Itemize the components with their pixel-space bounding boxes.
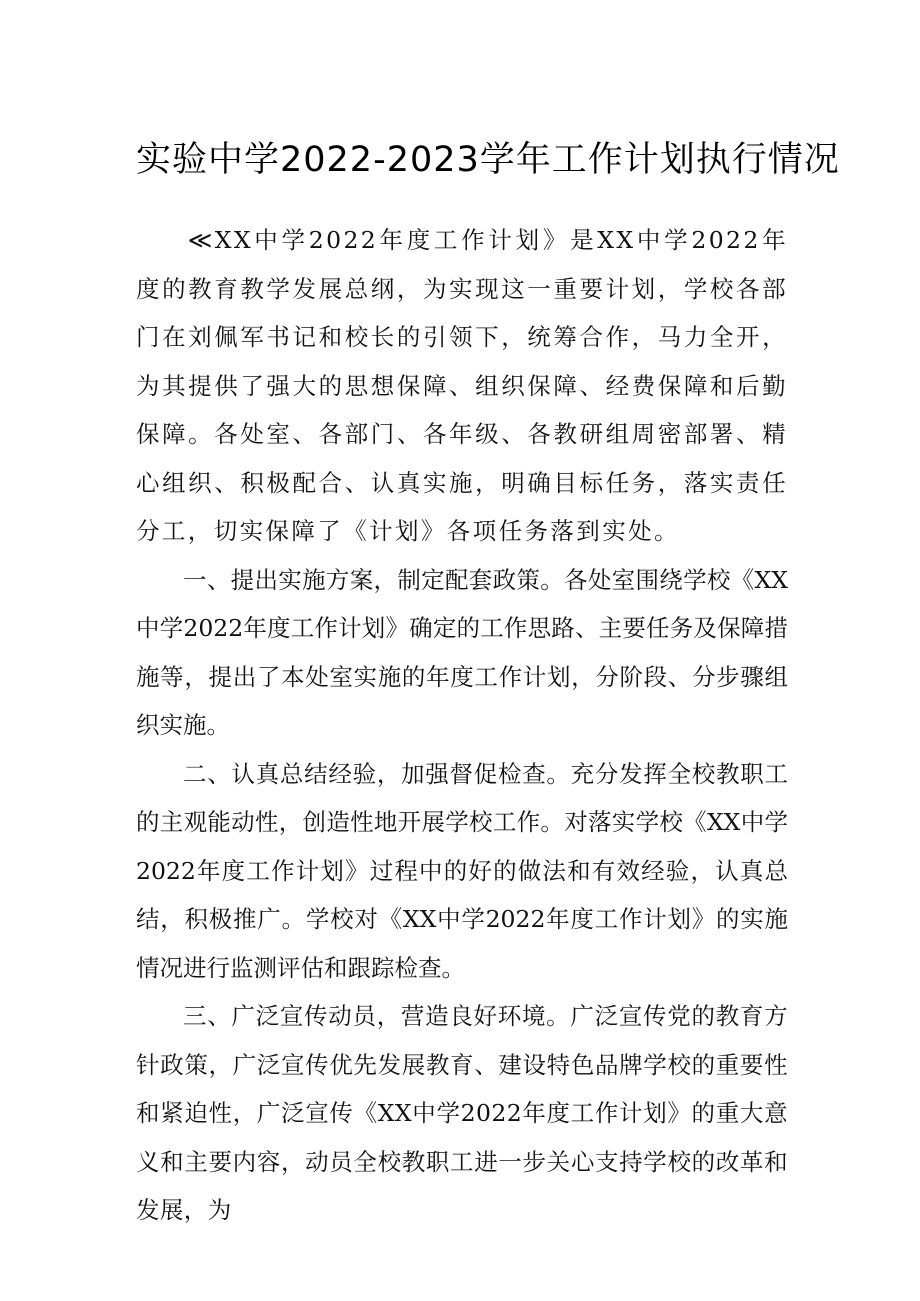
paragraph-section-1: 一、提出实施方案，制定配套政策。各处室围绕学校《XX中学2022年度工作计划》确定的工作思路、主要任务及保障措施等，提出了本处室实施的年度工作计划，分阶段、分步骤组织实施。 [136, 565, 788, 739]
paragraph-section-2: 二、认真总结经验，加强督促检查。充分发挥全校教职工的主观能动性，创造性地开展学校工作。对落实学校《XX中学2022年度工作计划》过程中的好的做法和有效经验，认真总结，积极推广。学校对《XX中学2022年度工作计划》的实施情况进行监测评估和跟踪检查。 [136, 759, 788, 982]
paragraph-intro: ≪XX中学2022年度工作计划》是XX中学2022年度的教育教学发展总纲，为实现这一重要计划，学校各部门在刘佩军书记和校长的引领下，统筹合作，马力全开，为其提供了强大的思想保障、组织保障、经费保障和后勤保障。各处室、各部门、各年级、各教研组周密部署、精心组织、积极配合、认真实施，明确目标任务，落实责任分工，切实保障了《计划》各项任务落到实处。 [136, 226, 788, 545]
document-body [136, 216, 788, 1235]
paragraph-section-3: 三、广泛宣传动员，营造良好环境。广泛宣传党的教育方针政策，广泛宣传优先发展教育、建设特色品牌学校的重要性和紧迫性，广泛宣传《XX中学2022年度工作计划》的重大意义和主要内容，动员全校教职工进一步关心支持学校的改革和发展，为 [136, 1002, 788, 1224]
document-title: 实验中学2022-2023学年工作计划执行情况 [136, 140, 840, 180]
